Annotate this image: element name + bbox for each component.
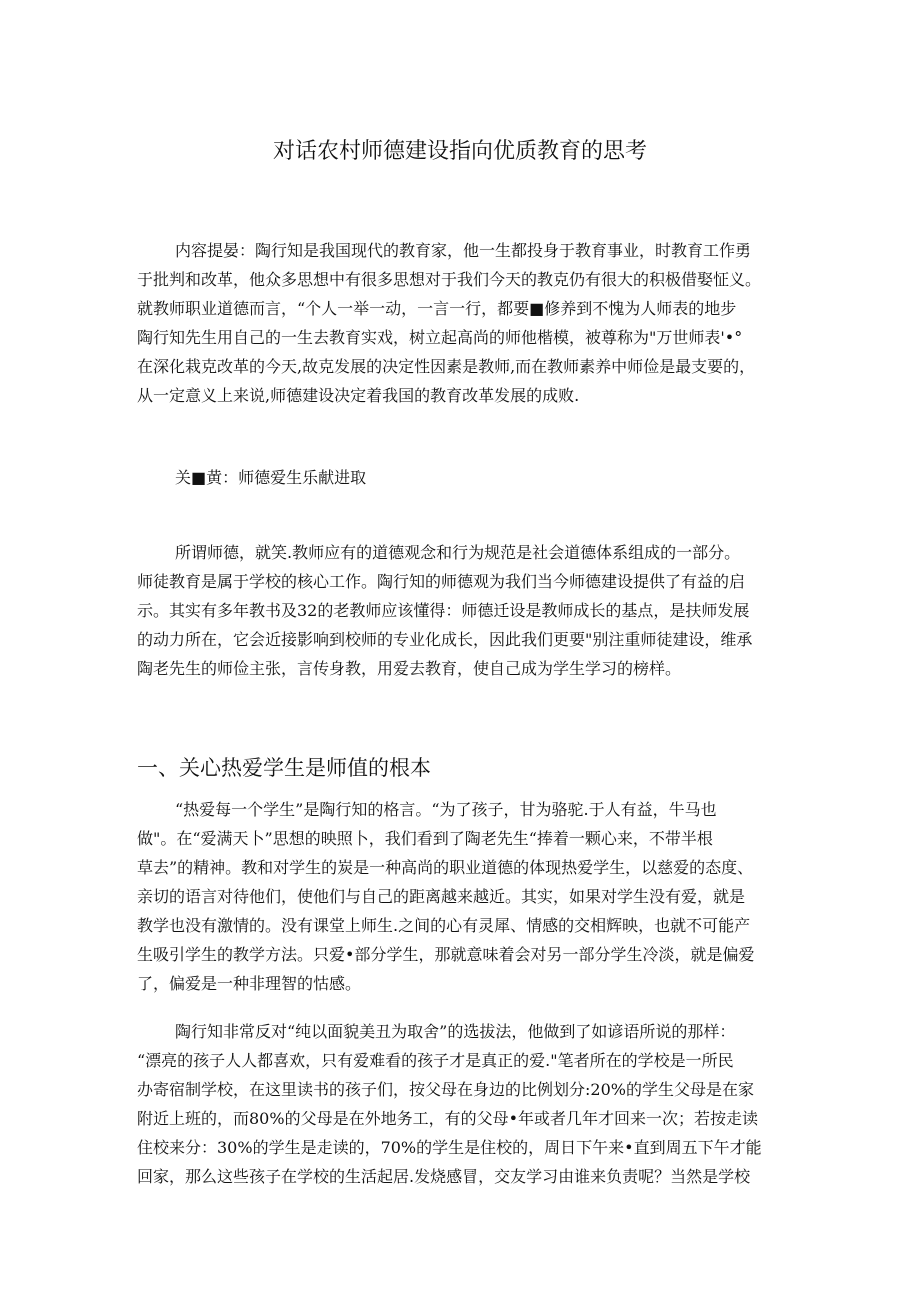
paragraph-line: “热爱每一个学生”是陶行知的格言。“为了孩子，甘为骆驼.于人有益，牛马也 [175,800,717,819]
paragraph-line: 了，偏爱是一种非理智的怙感。 [137,974,362,993]
abstract-line: 在深化栽克改革的今天,故克发展的决定性因素是教师,而在教师素养中师俭是最支要的， [137,357,756,376]
paragraph-line: 草去”的精神。教和对学生的炭是一种高尚的职业道德的体现热爱学生，以慈爱的态度、 [137,858,754,877]
paragraph-line: 教学也没有激情的。没有课堂上师生.之间的心有灵犀、情感的交相辉映，也就不可能产 [137,916,751,935]
intro-line: 的动力所在，它会近接影响到校师的专业化成长，因此我们更要"别注重师徒建设，维承 [137,630,753,649]
paragraph-line: 附近上班的，而80%的父母是在外地务工，有的父母•年或者几年才回来一次；若按走读 [137,1109,759,1128]
intro-line: 示。其实有多年教书及32的老教师应该懂得：师德迁设是教师成长的基点，是扶师发展 [137,601,750,620]
paragraph-line: 亲切的语言对待他们，使他们与自己的距离越来越近。其实，如果对学生没有爱，就是 [137,887,746,906]
keywords-line: 关■黄：师德爱生乐献进取 [175,468,367,487]
abstract-line: 于批判和改革，他众多思想中有很多思想对于我们今天的教克仍有很大的积极借娶怔义。 [137,270,762,289]
paragraph-line: 住校来分：30%的学生是走读的，70%的学生是住校的，周日下午来•直到周五下午才能 [137,1138,762,1157]
intro-line: 所谓师德，就笑.教师应有的道德观念和行为规范是社会道德体系组成的一部分。 [175,543,741,562]
abstract-line: 内容提晏：陶行知是我国现代的教育家，他一生都投身于教育事业，时教育工作勇 [175,241,752,260]
paragraph-line: 生吸引学生的教学方法。只爱•部分学生，那就意味着会对另一部分学生冷淡，就是偏爱 [137,945,755,964]
paragraph-line: 陶行知非常反对“纯以面貌美丑为取舍”的选拔法，他做到了如谚语所说的那样： [175,1022,736,1041]
abstract-line: 从一定意义上来说,师德建设决定着我国的教育改革发展的成败. [137,386,580,405]
abstract-paragraph [137,236,797,410]
document-title: 对话农村师德建设指向优质教育的思考 [272,139,647,164]
section-paragraph [137,1017,797,1191]
paragraph-line: 办寄宿制学校，在这里读书的孩子们，按父母在身边的比例划分:20%的学生父母是在家 [137,1080,754,1099]
abstract-line: 陶行知先生用自己的一生去教育实戏，树立起高尚的师他楷模，被尊称为"万世师表'•° [137,328,743,347]
intro-paragraph [137,538,797,683]
paragraph-line: 回家，那么这些孩子在学校的生活起居.发烧感冒，交友学习由谁来负责呢？当然是学校 [137,1167,751,1186]
section-heading: 一、关心热爱学生是师值的根本 [137,756,431,780]
section-paragraph [137,795,797,998]
paragraph-line: 做"。在“爱满天卜”思想的映照卜，我们看到了陶老先生“捧着一颗心来，不带半根 [137,829,713,848]
intro-line: 陶老先生的师俭主张，言传身教，用爱去教育，使自己成为学生学习的榜样。 [137,659,682,678]
intro-line: 师徒教育是属于学校的核心工作。陶行知的师德观为我们当今师德建设提供了有益的启 [137,572,746,591]
abstract-line: 就教师职业道德而言，“个人一举一动，一言一行，都要■修养到不愧为人师表的地步 [137,299,737,318]
paragraph-line: “漂亮的孩子人人都喜欢，只有爱难看的孩子才是真正的爱."笔者所在的学校是一所民 [137,1051,734,1070]
keywords-paragraph [137,463,797,492]
